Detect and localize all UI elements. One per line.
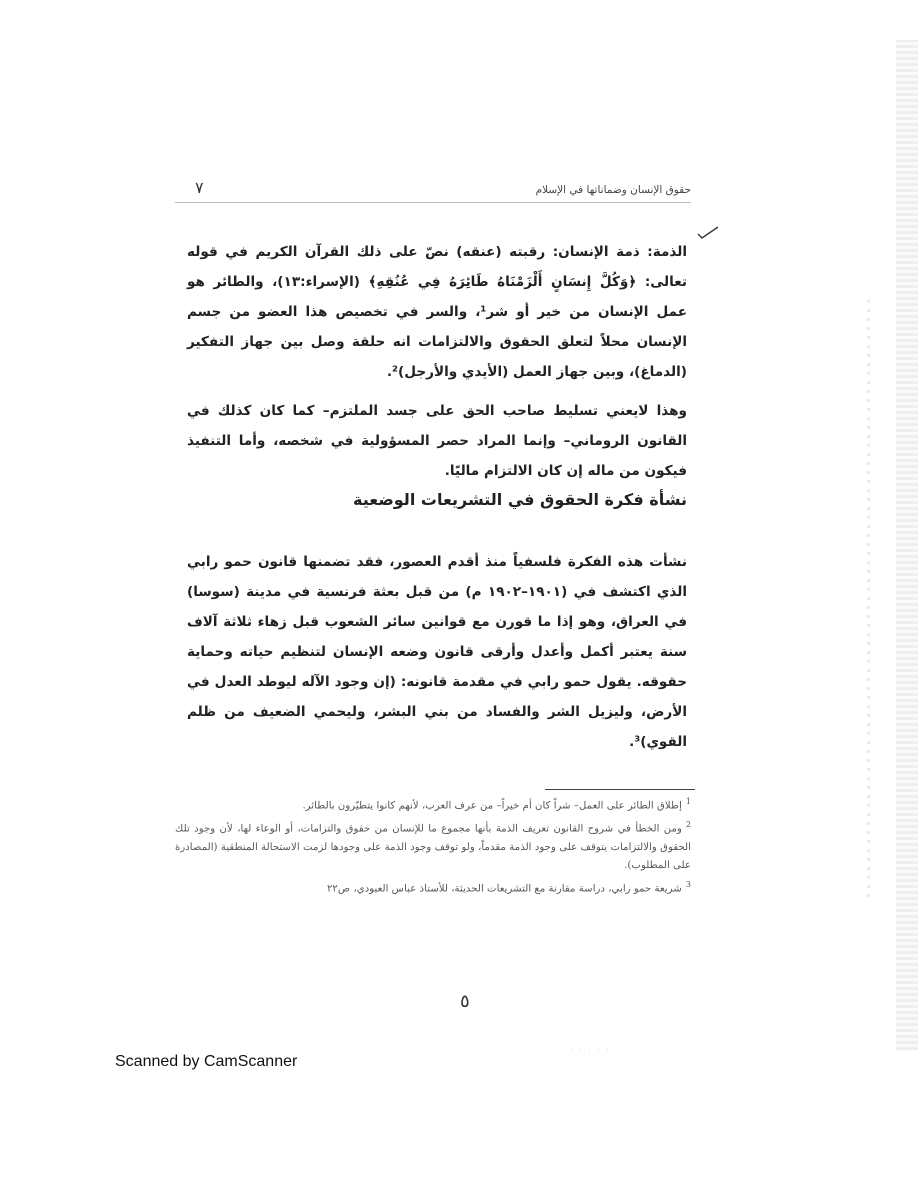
scan-specks: · · · · · xyxy=(570,1046,611,1055)
footnote-number: 2 xyxy=(685,819,691,829)
paragraph-dhimma: الذمة: ذمة الإنسان: رقبته (عنقه) نصّ على ذلك القرآن الكريم في قوله تعالى: ﴿وَكُلَّ إِنسَانٍ أَلْزَمْنَاهُ طَائِرَهُ فِي عُنُقِهِ﴾ (الإسراء:١٣)، والطائر هو عمل الإنسان من خير أو شر¹، والسر في تخصيص هذا العضو من جسم الإنسان محلاً لتعلق الحقوق والالتزامات انه حلقة وصل بين جهاز التفكير (الدماغ)، وبين جهاز العمل (الأيدي والأرجل)². xyxy=(187,243,687,380)
scan-edge-streak xyxy=(867,300,870,900)
section-heading: نشأة فكرة الحقوق في التشريعات الوضعية xyxy=(353,490,687,509)
scanner-watermark: Scanned by CamScanner xyxy=(115,1053,298,1070)
footnote-number: 3 xyxy=(685,879,691,889)
document-page xyxy=(175,168,695,1055)
footnote-text: إطلاق الطائر على العمل– شراً كان أم خيراً– من عرف العرب، لأنهم كانوا يتطيّرون بالطائر. xyxy=(302,800,682,812)
footnote-text: ومن الخطأ في شروح القانون تعريف الذمة بأنها مجموع ما للإنسان من حقوق والتزامات، أو الوعاء لها، لأن وجود تلك الحقوق والالتزامات يتوقف على وجود الذمة مقدماً، ولو توقف وجود الذمة على وجودها لزمت الاستحالة المنطقية (المصادرة على المطلوب). xyxy=(175,823,691,872)
running-header xyxy=(175,180,691,203)
footnote-1 xyxy=(175,793,691,816)
footnote-text: شريعة حمو رابي، دراسة مقارنة مع التشريعات الحديثة، للأستاذ عباس العبودي، ص٢٢ xyxy=(326,883,682,895)
running-title: حقوق الإنسان وضماناتها في الإسلام xyxy=(535,184,691,196)
paragraph-hammurabi: نشأت هذه الفكرة فلسفياً منذ أقدم العصور، فقد تضمنها قانون حمو رابي الذي اكتشف في (١٩٠١–١٩٠٢ م) من قبل بعثة فرنسية في مدينة (سوسا) في العراق، وهو إذا ما قورن مع قوانين سائر الشعوب قبل زهاء ثلاثة آلاف سنة يعتبر أكمل وأعدل وأرقى قانون وضعه الإنسان لتنظيم حياته وحماية حقوقه. يقول حمو رابي في مقدمة قانونه: (إن وجود الآله ليوطد العدل في الأرض، وليزيل الشر والفساد من بني البشر، وليحمي الضعيف من ظلم القوي)³. xyxy=(187,553,687,750)
footnote-2 xyxy=(175,816,691,876)
footnote-number: 1 xyxy=(685,797,691,806)
paragraph-roman-law: وهذا لايعني تسليط صاحب الحق على جسد الملتزم– كما كان كذلك في القانون الروماني– وإنما المراد حصر المسؤولية في شخصه، وأما التنفيذ فيكون من ماله إن كان الالتزام ماليًا. xyxy=(187,402,687,479)
footer-page-number: ٥ xyxy=(460,991,470,1012)
check-mark-icon xyxy=(697,226,719,240)
footnote-3 xyxy=(175,876,691,899)
footnotes xyxy=(175,793,691,899)
footnote-divider xyxy=(545,789,695,790)
scan-edge-shadow xyxy=(896,40,918,1050)
header-page-number: ٧ xyxy=(195,178,204,197)
